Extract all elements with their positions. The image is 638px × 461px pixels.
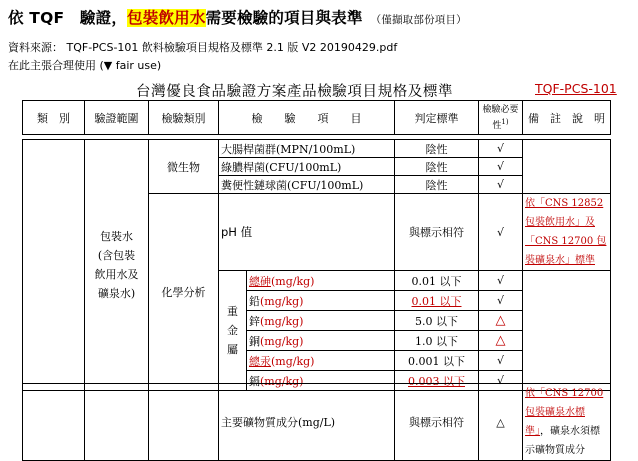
- source-line: 資料來源： TQF-PCS-101 飲料檢驗項目規格及標準 2.1 版 V2 20190429.pdf: [8, 41, 398, 54]
- micro-item-2: 綠膿桿菌(CFU/100mL): [219, 158, 395, 176]
- fair-use-line: 在此主張合理使用 (▼ fair use): [8, 59, 162, 72]
- col-remarks: 備 註 說 明: [523, 101, 611, 135]
- category-cell: [23, 140, 85, 391]
- main-table: [22, 139, 611, 391]
- metal-item-5: 總汞(mg/kg): [247, 351, 395, 371]
- metal-item-2: 鉛(mg/kg): [247, 291, 395, 311]
- metal-label: 重金屬: [219, 271, 247, 391]
- micro-label: 微生物: [149, 140, 219, 194]
- mineral-remark: 依「CNS 12700 包裝礦泉水標準」，礦泉水須標示礦物質成分: [523, 384, 611, 461]
- metal-std-2: 0.01 以下: [395, 291, 479, 311]
- metal-item-1: 總砷(mg/kg): [247, 271, 395, 291]
- heading-prefix: 依 TQF 驗證，: [8, 9, 128, 27]
- metal-item-4: 銅(mg/kg): [247, 331, 395, 351]
- col-standard: 判定標準: [395, 101, 479, 135]
- table-title: 台灣優良食品驗證方案產品檢驗項目規格及標準: [136, 84, 454, 100]
- mineral-type-cell: [149, 384, 219, 461]
- column-header-table: [22, 100, 611, 135]
- col-scope: 驗證範圍: [85, 101, 149, 135]
- col-required: 檢驗必要性$^{1)}$: [479, 101, 523, 135]
- metal-check-5: √: [479, 351, 523, 371]
- mineral-check: △: [479, 384, 523, 461]
- metal-check-6: √: [479, 371, 523, 391]
- micro-item-3: 糞便性鏈球菌(CFU/100mL): [219, 176, 395, 194]
- metal-item-3: 鋅(mg/kg): [247, 311, 395, 331]
- metal-check-4: △: [479, 331, 523, 351]
- heading-note: （僅擷取部份項目）: [370, 14, 467, 26]
- metal-item-6: 鎘(mg/kg): [247, 371, 395, 391]
- micro-std-3: 陰性: [395, 176, 479, 194]
- micro-std-2: 陰性: [395, 158, 479, 176]
- col-item: 檢 驗 項 目: [219, 101, 395, 135]
- header-row: [23, 101, 611, 135]
- doc-code: TQF-PCS-101: [535, 81, 617, 96]
- table-row: [23, 140, 611, 158]
- micro-std-1: 陰性: [395, 140, 479, 158]
- scope-cell: 包裝水(含包裝飲用水及礦泉水): [85, 140, 149, 391]
- mineral-item: 主要礦物質成分(mg/L): [219, 384, 395, 461]
- ph-remark: 依「CNS 12852 包裝飲用水」及「CNS 12700 包裝礦泉水」標準: [523, 194, 611, 271]
- col-type: 檢驗類別: [149, 101, 219, 135]
- heading-suffix: 需要檢驗的項目與表準: [205, 9, 363, 27]
- table-row: [23, 384, 611, 461]
- ph-std: 與標示相符: [395, 194, 479, 271]
- micro-check-2: √: [479, 158, 523, 176]
- metal-check-1: √: [479, 271, 523, 291]
- metal-std-4: 1.0 以下: [395, 331, 479, 351]
- metal-std-6: 0.003 以下: [395, 371, 479, 391]
- col-category: 類 別: [23, 101, 85, 135]
- mineral-table: [22, 383, 611, 461]
- ph-check: √: [479, 194, 523, 271]
- metal-std-3: 5.0 以下: [395, 311, 479, 331]
- page-heading: [8, 6, 467, 28]
- mineral-category-cell: [23, 384, 85, 461]
- ph-item: pH 值: [219, 194, 395, 271]
- micro-check-1: √: [479, 140, 523, 158]
- mineral-std: 與標示相符: [395, 384, 479, 461]
- heading-highlight: 包裝飲用水: [127, 9, 206, 27]
- chem-label: 化學分析: [149, 194, 219, 391]
- metal-remark: [523, 271, 611, 391]
- micro-check-3: √: [479, 176, 523, 194]
- micro-remark: [523, 140, 611, 194]
- micro-item-1: 大腸桿菌群(MPN/100mL): [219, 140, 395, 158]
- metal-std-1: 0.01 以下: [395, 271, 479, 291]
- metal-std-5: 0.001 以下: [395, 351, 479, 371]
- mineral-scope-cell: [85, 384, 149, 461]
- metal-check-2: √: [479, 291, 523, 311]
- metal-check-3: △: [479, 311, 523, 331]
- col-required-sup: 1): [501, 117, 509, 126]
